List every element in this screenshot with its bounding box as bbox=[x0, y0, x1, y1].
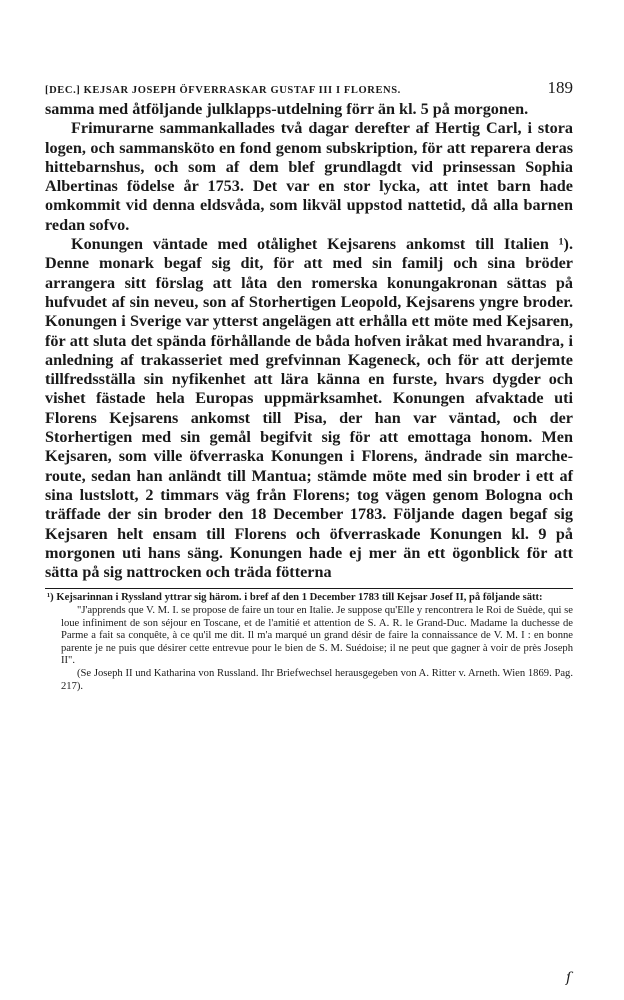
page-number: 189 bbox=[547, 78, 573, 97]
main-text bbox=[45, 100, 573, 582]
footnote-intro: ¹) Kejsarinnan i Ryssland yttrar sig härom. i bref af den 1 December 1783 till Kejsar Josef II, på följande sätt: bbox=[47, 592, 543, 604]
footnote-divider bbox=[45, 588, 573, 589]
paragraph-3: Konungen väntade med otålighet Kejsarens ankomst till Italien ¹). Denne monark begaf sig dit, för att med sin familj och sina bröder arrangera sitt förslag att låta den romerska konungakronan sättas på hufvudet af sin neveu, son af Storhertigen Leopold, Kejsarens yngre broder. Konungen i Sverige var ytterst angelägen att erhålla ett möte med Kejsaren, för att sluta det spända förhållande de båda hofven iråkat med hvarandra, i anledning af trakasseriet med grefvinnan Kageneck, och för att derjemte tillfredsställa sin nyfikenhet att lära känna en furste, hvars dygder och vishet fästade hela Europas uppmärksamhet. Konungen afvaktade uti Florens Kejsarens ankomst till Pisa, der han var väntad, och der Storhertigen med sin gemål begifvit sig för att emottaga honom. Men Kejsaren, som ville öfverraska Konungen i Florens, ändrade sin marche-route, sedan han anländt till Mantua; stämde möte med sin broder i ett af sina lustslott, 2 timmars väg från Florens; tog vägen genom Bologna och träffade der sin broder den 18 December 1783. Följande dagen begaf sig Kejsaren helt ensam till Florens och öfverraskade Konungen kl. 9 på morgonen uti hans säng. Konungen hade ej mer än ett ögonblick för att sätta på sig nattrocken och träda fötterna bbox=[45, 235, 573, 582]
footnotes bbox=[45, 592, 573, 693]
footnote-source: (Se Joseph II und Katharina von Russland. Ihr Briefwechsel herausgegeben von A. Ritter v. Arneth. Wien 1869. Pag. 217). bbox=[61, 667, 573, 692]
paragraph-1: samma med åtföljande julklapps-utdelning förr än kl. 5 på morgonen. bbox=[45, 100, 529, 118]
running-title: [DEC.] KEJSAR JOSEPH ÖFVERRASKAR GUSTAF III I FLORENS. bbox=[45, 85, 401, 96]
margin-mark: ſ bbox=[566, 970, 572, 986]
footnote-quote: "J'apprends que V. M. I. se propose de faire un tour en Italie. Je suppose qu'Elle y rencontrera le Roi de Suède, qui se loue infiniment de son séjour en Toscane, et de l'amitié et attention de S. A. R. le Grand-Duc. Madame la duchesse de Parme a fait sa conquête, à ce qu'il me dit. Il m'a marqué un grand désir de faire la connaissance de V. M. I : en bonne parente je ne puis que désirer cette entrevue pour le bien de S. M. Suédoise; il ne peut que gagner à voir de près Joseph II". bbox=[61, 605, 573, 667]
page bbox=[45, 78, 573, 693]
paragraph-2: Frimurarne sammankallades två dagar derefter af Hertig Carl, i stora logen, och sammansköto en fond genom subskription, för att reparera deras hittebarnshus, och som af dem blef grundlagdt vid prinsessan Sophia Albertinas födelse år 1753. Det var en stor lycka, att intet barn hade omkommit vid denna eldsvåda, som likväl uppstod nattetid, då alla barnen redan sofvo. bbox=[45, 119, 573, 234]
running-header bbox=[45, 78, 573, 100]
